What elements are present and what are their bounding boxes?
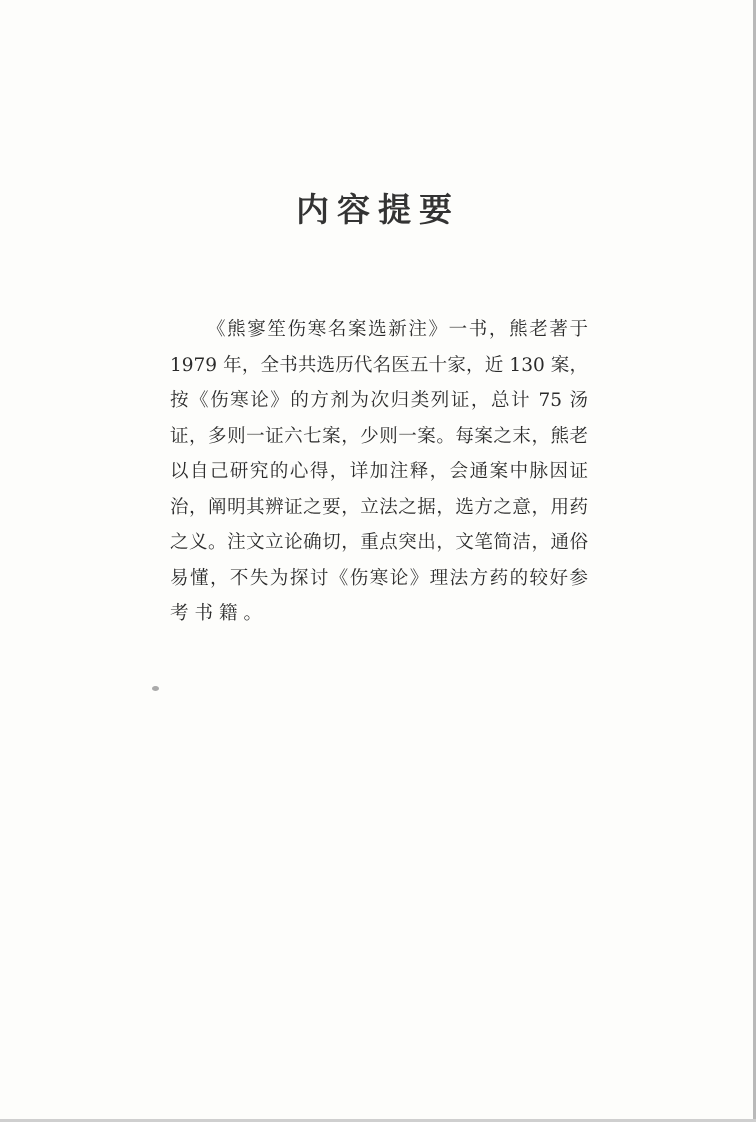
text-line: 考书籍。	[170, 603, 269, 624]
text-line: 证，多则一证六七案，少则一案。每案之末，熊老	[170, 425, 588, 447]
scan-speck	[152, 686, 159, 691]
text-line: 《熊寥笙伤寒名案选新注》一书，熊老著于	[207, 319, 588, 340]
text-line: 易懂，不失为探讨《伤寒论》理法方药的较好参	[170, 567, 588, 589]
page-title: 内容提要	[296, 190, 460, 229]
text-line: 以自己研究的心得，详加注释，会通案中脉因证	[170, 461, 588, 482]
text-line: 按《伤寒论》的方剂为次归类列证，总计 75 汤	[170, 390, 588, 411]
text-line: 之义。注文立论确切，重点突出，文笔简洁，通俗	[170, 532, 588, 553]
summary-paragraph	[170, 312, 588, 632]
text-line: 治，阐明其辨证之要，立法之据，选方之意，用药	[170, 496, 588, 518]
text-line: 1979 年，全书共选历代名医五十家，近 130 案，	[170, 354, 588, 376]
